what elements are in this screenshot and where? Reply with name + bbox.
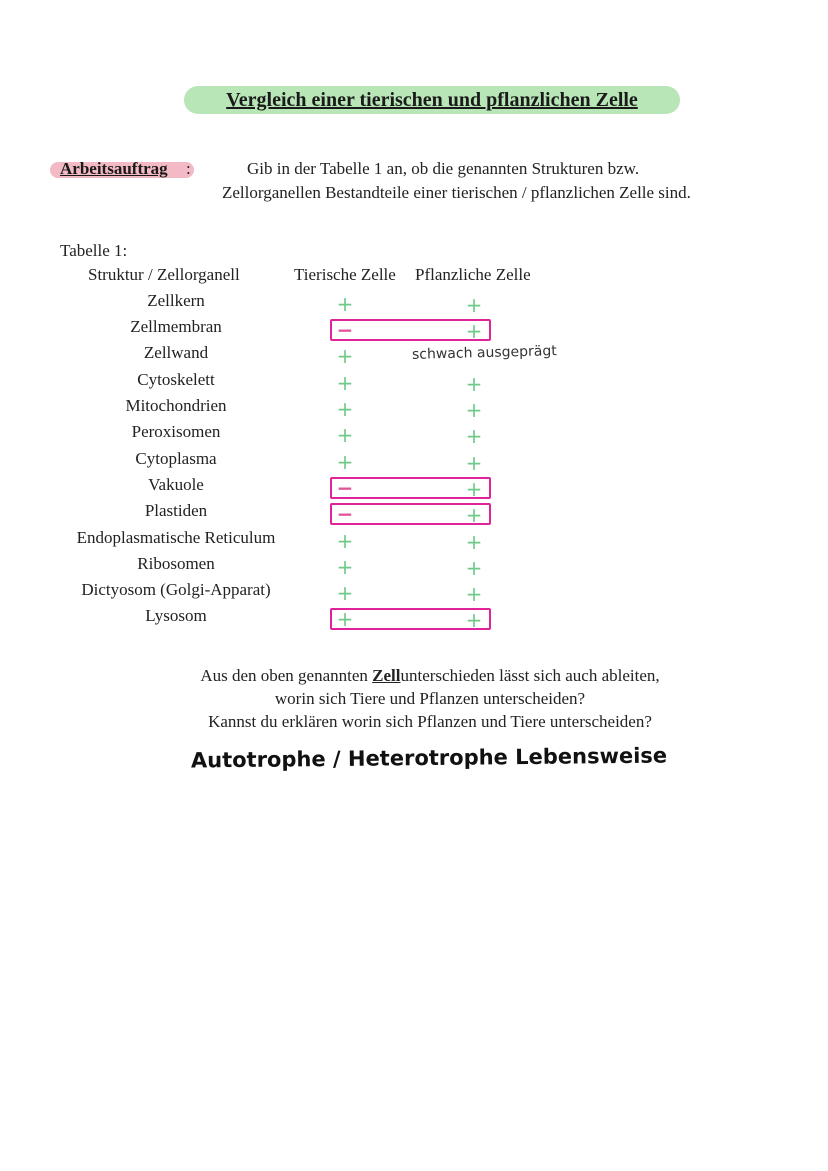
- row-label: Mitochondrien: [125, 396, 227, 415]
- plant-plus-mark: +: [465, 398, 483, 422]
- animal-plus-mark: +: [336, 371, 354, 395]
- task-text-line1: Gib in der Tabelle 1 an, ob die genannten Strukturen bzw.: [247, 159, 640, 178]
- row-label: Vakuole: [148, 475, 204, 494]
- animal-plus-mark: +: [336, 555, 354, 579]
- page-title: Vergleich einer tierischen und pflanzlichen Zelle: [226, 89, 638, 111]
- row-label: Dictyosom (Golgi-Apparat): [81, 580, 271, 599]
- row-label: Zellkern: [147, 291, 205, 310]
- row-label: Plastiden: [144, 501, 208, 520]
- animal-minus-mark: −: [336, 502, 354, 526]
- plant-plus-mark: +: [465, 477, 483, 501]
- animal-plus-mark: +: [336, 450, 354, 474]
- animal-plus-mark: +: [336, 607, 354, 631]
- task-label: Arbeitsauftrag: [60, 159, 168, 178]
- question-line3: Kannst du erklären worin sich Pflanzen und Tiere unterscheiden?: [208, 712, 652, 731]
- question-emphasis: Zell: [372, 666, 401, 685]
- row-label: Endoplasmatische Reticulum: [76, 528, 276, 547]
- task-text-line2: Zellorganellen Bestandteile einer tierischen / pflanzlichen Zelle sind.: [222, 183, 691, 202]
- row-label: Peroxisomen: [131, 422, 221, 441]
- animal-plus-mark: +: [336, 581, 354, 605]
- handwritten-answer: Autotrophe / Heterotrophe Lebensweise: [190, 743, 668, 773]
- question-line2: worin sich Tiere und Pflanzen unterscheiden?: [274, 689, 586, 708]
- plant-plus-mark: +: [465, 293, 483, 317]
- header-animal-cell: Tierische Zelle: [294, 265, 396, 284]
- header-structure: Struktur / Zellorganell: [88, 265, 240, 284]
- plant-plus-mark: +: [465, 530, 483, 554]
- plant-plus-mark: +: [465, 319, 483, 343]
- plant-plus-mark: +: [465, 582, 483, 606]
- animal-plus-mark: +: [336, 292, 354, 316]
- animal-plus-mark: +: [336, 529, 354, 553]
- plant-plus-mark: +: [465, 424, 483, 448]
- row-label: Lysosom: [145, 606, 207, 625]
- header-plant-cell: Pflanzliche Zelle: [415, 265, 531, 284]
- row-label: Cytoplasma: [135, 449, 217, 468]
- zellwand-note: schwach ausgeprägt: [411, 343, 557, 363]
- row-label: Cytoskelett: [137, 370, 215, 389]
- row-label: Zellmembran: [130, 317, 222, 336]
- plant-plus-mark: +: [465, 608, 483, 632]
- question-line1: Aus den oben genannten Zellunterschieden lässt sich auch ableiten,: [200, 666, 660, 685]
- plant-plus-mark: +: [465, 503, 483, 527]
- row-label: Ribosomen: [137, 554, 215, 573]
- animal-minus-mark: −: [336, 318, 354, 342]
- animal-minus-mark: −: [336, 476, 354, 500]
- animal-plus-mark: +: [336, 344, 354, 368]
- animal-plus-mark: +: [336, 423, 354, 447]
- task-colon: :: [186, 159, 191, 178]
- plant-plus-mark: +: [465, 372, 483, 396]
- plant-plus-mark: +: [465, 451, 483, 475]
- table-label: Tabelle 1:: [60, 241, 128, 260]
- plant-plus-mark: +: [465, 556, 483, 580]
- row-label: Zellwand: [143, 343, 209, 362]
- animal-plus-mark: +: [336, 397, 354, 421]
